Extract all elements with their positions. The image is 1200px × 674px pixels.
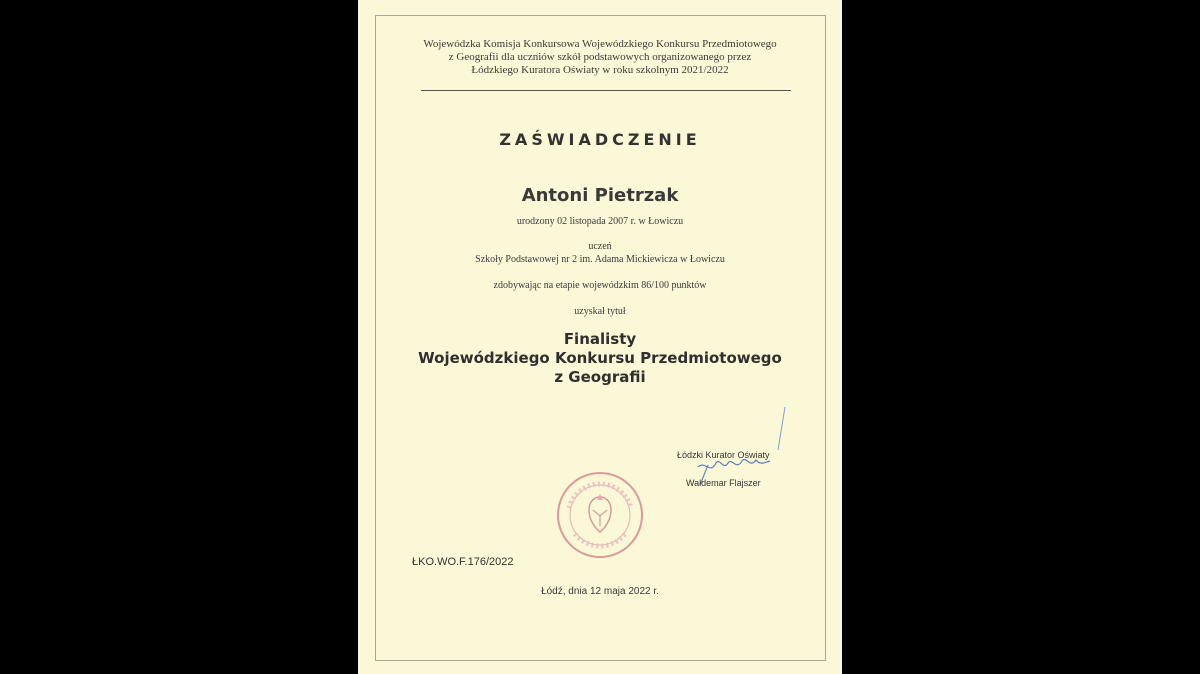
place-date: Łódź, dnia 12 maja 2022 r.	[541, 586, 659, 597]
points-info: zdobywając na etapie wojewódzkim 86/100 punktów	[493, 280, 707, 291]
reference-number: ŁKO.WO.F.176/2022	[412, 556, 514, 568]
header-line-2: z Geografii dla uczniów szkół podstawowych organizowanego przez	[448, 51, 752, 63]
award-title	[0, 330, 1200, 387]
signature-title: Łódzki Kurator Oświaty	[677, 450, 770, 460]
header-rule	[421, 90, 791, 91]
school-name: Szkoły Podstawowej nr 2 im. Adama Mickiewicza w Łowiczu	[475, 254, 725, 265]
header-line-3: Łódzkiego Kuratora Oświaty w roku szkolnym 2021/2022	[471, 64, 729, 76]
header	[0, 38, 1200, 77]
official-seal-stamp	[555, 470, 645, 560]
role-label: uczeń	[588, 241, 612, 252]
header-line-1: Wojewódzka Komisja Konkursowa Wojewódzkiego Konkursu Przedmiotowego	[423, 38, 777, 50]
obtained-label: uzyskał tytuł	[574, 306, 626, 317]
certificate-title: ZAŚWIADCZENIE	[499, 130, 701, 149]
award-line-1: Finalisty	[563, 330, 637, 348]
signature-name: Waldemar Flajszer	[686, 478, 761, 488]
recipient-name: Antoni Pietrzak	[521, 185, 679, 206]
award-line-2: Wojewódzkiego Konkursu Przedmiotowego	[418, 349, 782, 367]
award-line-3: z Geografii	[554, 368, 646, 386]
birth-info: urodzony 02 listopada 2007 r. w Łowiczu	[516, 216, 684, 227]
